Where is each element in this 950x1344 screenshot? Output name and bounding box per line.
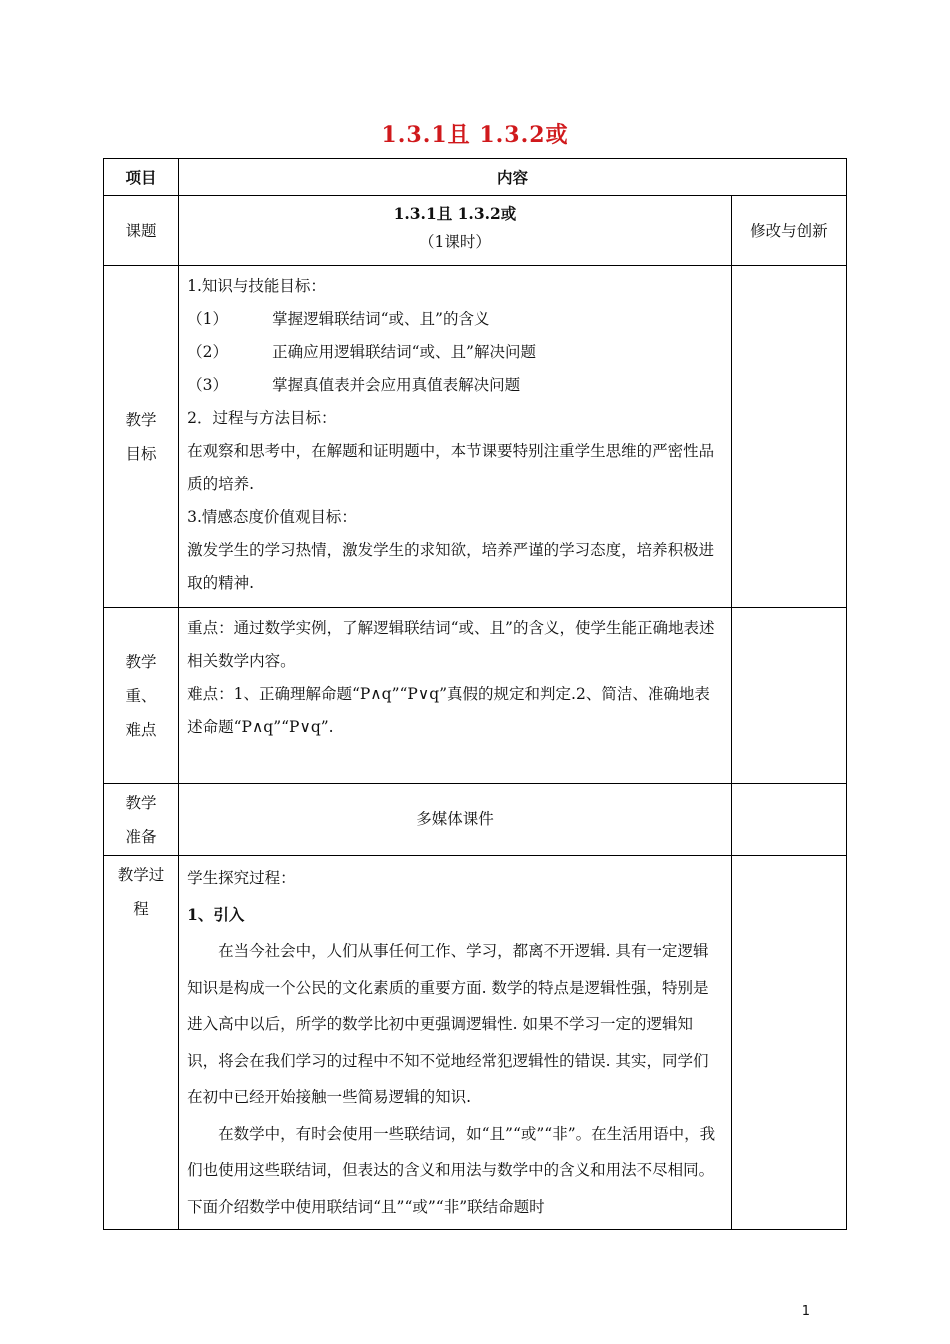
objective-heading-3: 3.情感态度价值观目标： [187, 508, 357, 526]
keypoints-label-1: 教学 [125, 652, 157, 671]
objective-item [187, 303, 723, 336]
objective-item-number: （2） [187, 343, 228, 361]
process-paragraph-2: 在数学中，有时会使用一些联结词，如“且”“或”“非”。在生活用语中，我们也使用这些联结词，但表达的含义和用法与数学中的含义和用法不尽相同。下面介绍数学中使用联结词“且”“或”“非”联结命题时 [187, 1124, 716, 1216]
process-row [104, 856, 847, 1230]
prep-row [104, 784, 847, 856]
objective-item-text: 正确应用逻辑联结词“或、且”解决问题 [272, 343, 536, 361]
topic-label: 课题 [104, 196, 179, 266]
key-point-text: 重点：通过数学实例，了解逻辑联结词“或、且”的含义，使学生能正确地表述相关数学内容。 [187, 619, 715, 670]
objective-item-number: （1） [187, 310, 228, 328]
objectives-row [104, 266, 847, 608]
objectives-content [179, 266, 732, 608]
header-content: 内容 [179, 159, 847, 196]
difficult-point-text: 难点：1、正确理解命题“P∧q”“P∨q”真假的规定和判定.2、简洁、准确地表述命题“P∧q”“P∨q”. [187, 685, 710, 736]
process-label-1: 教学过 [117, 866, 165, 884]
keypoints-label [104, 608, 179, 784]
prep-label-1: 教学 [125, 793, 157, 812]
revision-label: 修改与创新 [731, 196, 846, 266]
keypoints-row [104, 608, 847, 784]
objective-heading-1: 1.知识与技能目标： [187, 277, 326, 295]
objective-text-3: 激发学生的学习热情，激发学生的求知欲，培养严谨的学习态度，培养积极进取的精神. [187, 541, 715, 592]
keypoints-label-2: 重、 [125, 686, 157, 705]
objective-heading-2: 2．过程与方法目标： [187, 409, 337, 427]
header-item: 项目 [104, 159, 179, 196]
objective-item-text: 掌握逻辑联结词“或、且”的含义 [272, 310, 490, 328]
process-section-heading: 1、引入 [187, 904, 245, 924]
keypoints-content [179, 608, 732, 784]
objective-item [187, 369, 723, 402]
topic-row [104, 196, 847, 266]
objectives-label [104, 266, 179, 608]
objective-text-2: 在观察和思考中，在解题和证明题中，本节课要特别注重学生思维的严密性品质的培养. [187, 442, 715, 493]
prep-label [104, 784, 179, 856]
process-content [179, 856, 732, 1230]
objectives-revision-cell [731, 266, 846, 608]
lesson-plan-table [103, 158, 847, 1230]
objective-item-number: （3） [187, 376, 228, 394]
page-number: 1 [801, 1304, 810, 1319]
process-label-2: 程 [133, 900, 149, 918]
process-label [104, 856, 179, 1230]
objective-item-text: 掌握真值表并会应用真值表解决问题 [272, 376, 521, 394]
objective-item [187, 336, 723, 369]
topic-title: 1.3.1且 1.3.2或 [393, 204, 517, 223]
objectives-label-2: 目标 [125, 444, 157, 463]
prep-revision-cell [731, 784, 846, 856]
header-row [104, 159, 847, 196]
prep-label-2: 准备 [125, 827, 157, 846]
process-intro: 学生探究过程： [187, 869, 296, 887]
topic-hours: （1课时） [419, 233, 491, 251]
keypoints-label-3: 难点 [125, 720, 157, 739]
topic-content [179, 196, 732, 266]
page-title: 1.3.1且 1.3.2或 [381, 122, 569, 148]
prep-content: 多媒体课件 [179, 784, 732, 856]
keypoints-revision-cell [731, 608, 846, 784]
objectives-label-1: 教学 [125, 410, 157, 429]
process-paragraph-1: 在当今社会中，人们从事任何工作、学习，都离不开逻辑. 具有一定逻辑知识是构成一个公民的文化素质的重要方面. 数学的特点是逻辑性强，特别是进入高中以后，所学的数学比初中更强调逻辑性. 如果不学习一定的逻辑知识，将会在我们学习的过程中不知不觉地经常犯逻辑性的错误. 其实，同学们在初中已经开始接触一些简易逻辑的知识. [187, 942, 709, 1106]
process-revision-cell [731, 856, 846, 1230]
